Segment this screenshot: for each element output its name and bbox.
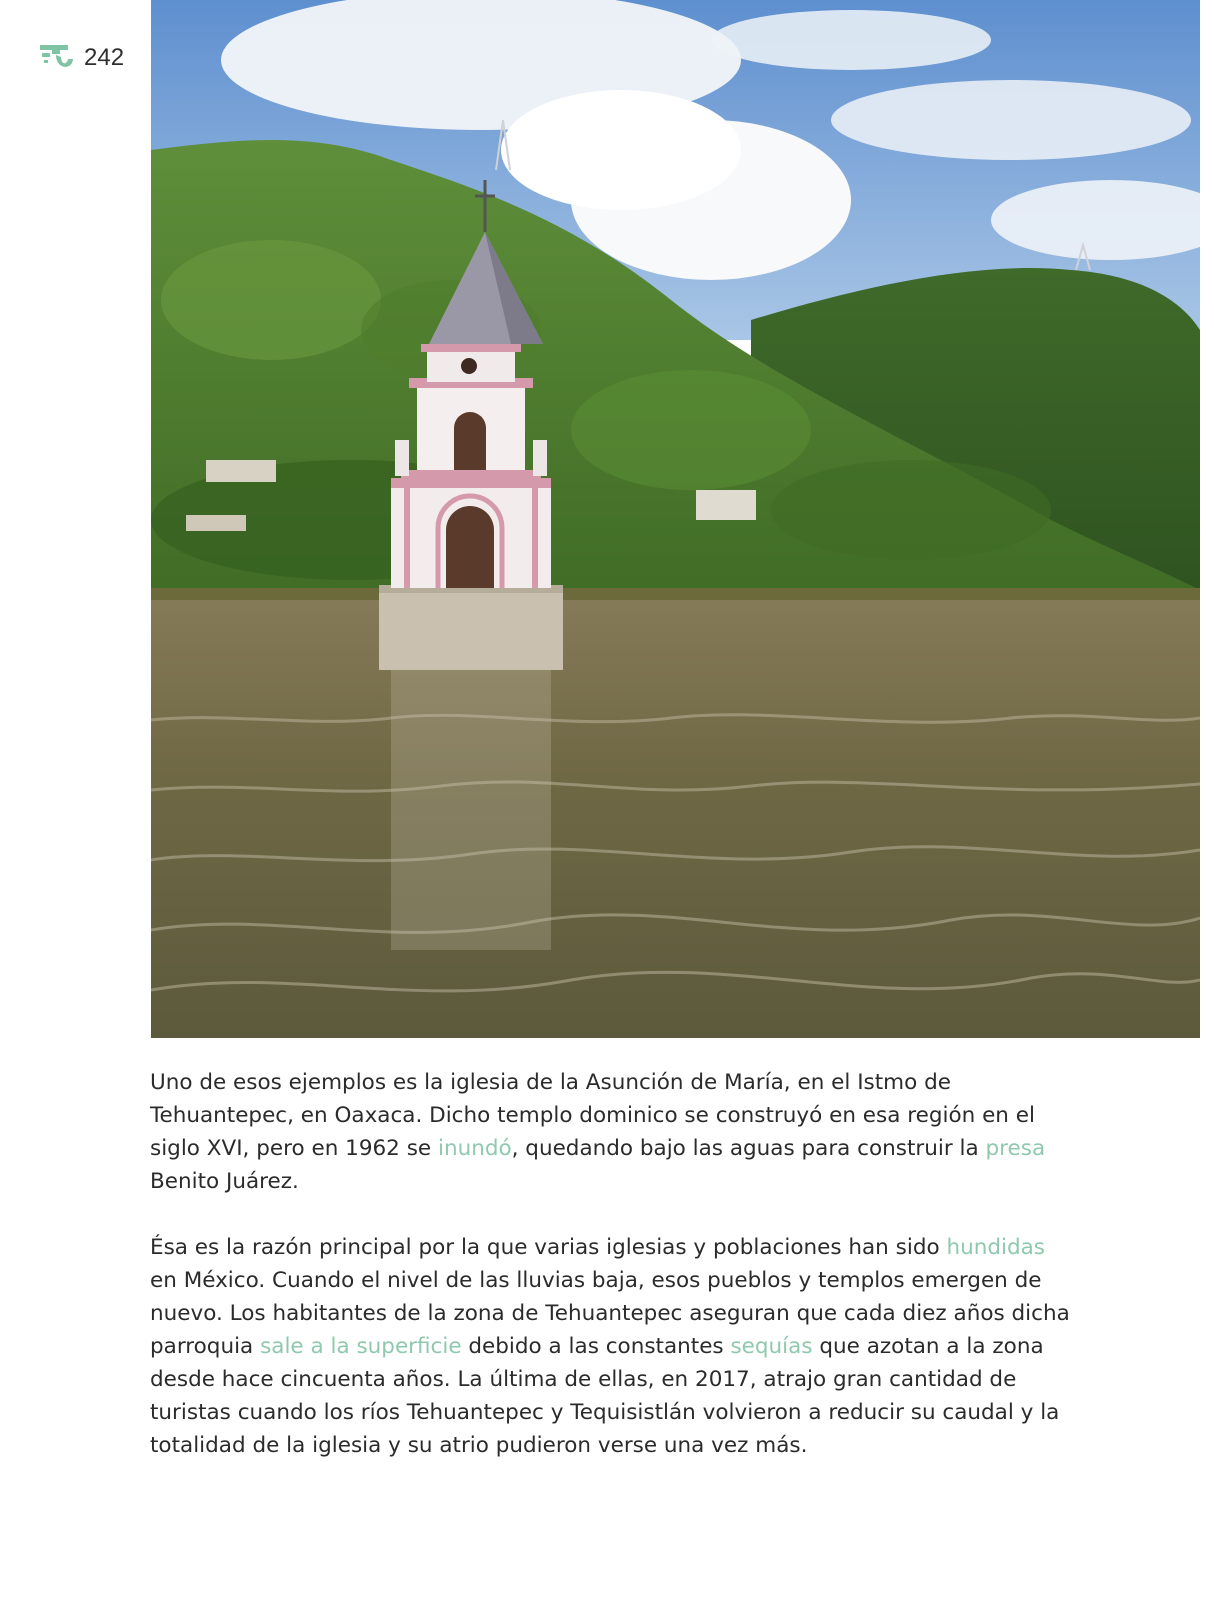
paragraph-text: debido a las constantes (461, 1334, 731, 1359)
article-body (150, 1066, 1070, 1495)
glossary-term: sale a la superficie (260, 1334, 462, 1359)
page-number: 242 (84, 44, 125, 71)
glossary-term: presa (985, 1136, 1046, 1161)
paragraph-text: que azotan a la zona desde hace cincuenta años. La última de ellas, en 2017, atrajo gran cantidad de turistas cuando los ríos Tehuantepec y Tequisistlán volvieron a reducir su caudal y la totalidad de la iglesia y su atrio pudieron verse una vez más. (150, 1334, 1060, 1458)
submerged-church-photo (151, 0, 1200, 1038)
mesoamerican-glyph-icon (38, 41, 76, 75)
paragraph-1 (150, 1066, 1070, 1198)
paragraph-text: , quedando bajo las aguas para construir la (511, 1136, 986, 1161)
paragraph-text: Benito Juárez. (150, 1169, 299, 1194)
glossary-term: hundidas (946, 1235, 1045, 1260)
glossary-term: sequías (730, 1334, 813, 1359)
paragraph-text: en México. Cuando el nivel de las lluvias baja, esos pueblos y templos emergen de nuevo. Los habitantes de la zona de Tehuantepec aseguran que cada diez años dicha parroquia (150, 1268, 1070, 1359)
paragraph-2 (150, 1231, 1070, 1462)
paragraph-text: Uno de esos ejemplos es la iglesia de la Asunción de María, en el Istmo de Tehuantepec, en Oaxaca. Dicho templo dominico se construyó en esa región en el siglo XVI, pero en 1962 se (150, 1070, 1035, 1161)
paragraph-text: Ésa es la razón principal por la que varias iglesias y poblaciones han sido (150, 1235, 947, 1260)
page-header (38, 40, 124, 76)
glossary-term: inundó (437, 1136, 512, 1161)
